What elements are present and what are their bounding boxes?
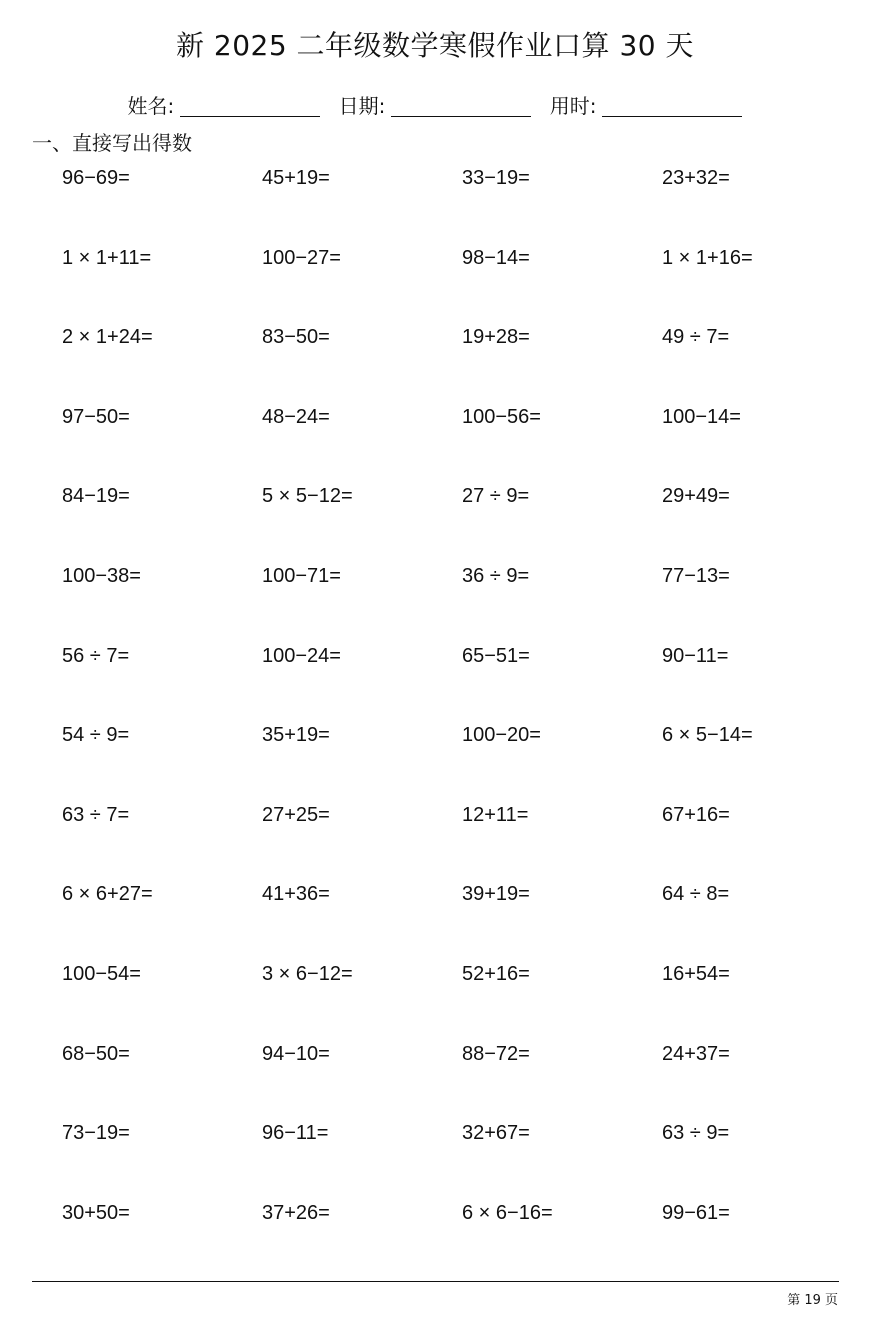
problem-item: 16+54= (662, 962, 730, 985)
problem-item: 6 × 6−16= (462, 1201, 553, 1224)
problem-row (62, 1195, 862, 1275)
problem-item: 100−38= (62, 564, 141, 587)
problem-item: 27 ÷ 9= (462, 485, 530, 508)
problem-item: 3 × 6−12= (262, 962, 353, 985)
problem-item: 90−11= (662, 644, 729, 667)
problem-item: 1 × 1+16= (662, 246, 753, 269)
problem-item: 99−61= (662, 1201, 730, 1224)
problem-item: 100−54= (62, 962, 141, 985)
date-label: 日期: (338, 94, 386, 118)
page-number: 第 19 页 (787, 1293, 838, 1308)
section-heading: 一、直接写出得数 (32, 131, 192, 155)
problem-item: 68−50= (62, 1042, 130, 1065)
problem-item: 97−50= (62, 405, 130, 428)
problem-item: 5 × 5−12= (262, 485, 353, 508)
problem-item: 6 × 6+27= (62, 883, 153, 906)
problem-item: 39+19= (462, 883, 530, 906)
time-field (550, 88, 743, 124)
problem-item: 41+36= (262, 883, 330, 906)
problem-row (62, 876, 862, 956)
problem-row (62, 1036, 862, 1116)
problem-item: 65−51= (462, 644, 530, 667)
problem-row (62, 1115, 862, 1195)
problem-row (62, 240, 862, 320)
footer-divider (32, 1281, 839, 1282)
problem-item: 83−50= (262, 326, 330, 349)
problem-item: 100−27= (262, 246, 341, 269)
problem-item: 77−13= (662, 564, 730, 587)
problem-item: 6 × 5−14= (662, 724, 753, 747)
worksheet-title: 新 2025 二年级数学寒假作业口算 30 天 (176, 29, 694, 62)
problem-item: 64 ÷ 8= (662, 883, 730, 906)
problem-row (62, 558, 862, 638)
problem-item: 54 ÷ 9= (62, 724, 130, 747)
problem-item: 24+37= (662, 1042, 730, 1065)
problem-item: 45+19= (262, 167, 330, 189)
student-info-line (0, 88, 870, 124)
problem-row (62, 319, 862, 399)
problem-row (62, 956, 862, 1036)
problem-grid (62, 160, 862, 1274)
problem-item: 36 ÷ 9= (462, 564, 530, 587)
problem-row (62, 638, 862, 718)
problem-item: 100−20= (462, 724, 541, 747)
problem-item: 98−14= (462, 246, 530, 269)
problem-item: 73−19= (62, 1122, 130, 1145)
problem-item: 2 × 1+24= (62, 326, 153, 349)
problem-item: 100−24= (262, 644, 341, 667)
problem-item: 33−19= (462, 167, 530, 189)
problem-item: 27+25= (262, 803, 330, 826)
problem-item: 56 ÷ 7= (62, 644, 130, 667)
problem-item: 1 × 1+11= (62, 246, 152, 269)
problem-row (62, 399, 862, 479)
name-field (128, 88, 321, 124)
problem-item: 12+11= (462, 803, 529, 826)
problem-item: 100−71= (262, 564, 341, 587)
problem-item: 100−56= (462, 405, 541, 428)
time-label: 用时: (549, 94, 597, 118)
problem-row (62, 478, 862, 558)
problem-item: 19+28= (462, 326, 530, 349)
problem-item: 96−69= (62, 167, 130, 189)
date-blank (391, 92, 531, 117)
name-label: 姓名: (127, 94, 175, 118)
problem-row (62, 717, 862, 797)
problem-item: 84−19= (62, 485, 130, 508)
problem-row (62, 797, 862, 877)
problem-item: 96−11= (262, 1122, 329, 1145)
problem-item: 23+32= (662, 167, 730, 189)
problem-item: 30+50= (62, 1201, 130, 1224)
name-blank (180, 92, 320, 117)
problem-item: 63 ÷ 7= (62, 803, 130, 826)
date-field (339, 88, 532, 124)
problem-item: 32+67= (462, 1122, 530, 1145)
problem-item: 48−24= (262, 405, 330, 428)
problem-row (62, 160, 862, 240)
problem-item: 94−10= (262, 1042, 330, 1065)
problem-item: 67+16= (662, 803, 730, 826)
problem-item: 52+16= (462, 962, 530, 985)
problem-item: 100−14= (662, 405, 741, 428)
time-blank (602, 92, 742, 117)
problem-item: 29+49= (662, 485, 730, 508)
problem-item: 37+26= (262, 1201, 330, 1224)
problem-item: 35+19= (262, 724, 330, 747)
problem-item: 49 ÷ 7= (662, 326, 730, 349)
problem-item: 63 ÷ 9= (662, 1122, 730, 1145)
problem-item: 88−72= (462, 1042, 530, 1065)
